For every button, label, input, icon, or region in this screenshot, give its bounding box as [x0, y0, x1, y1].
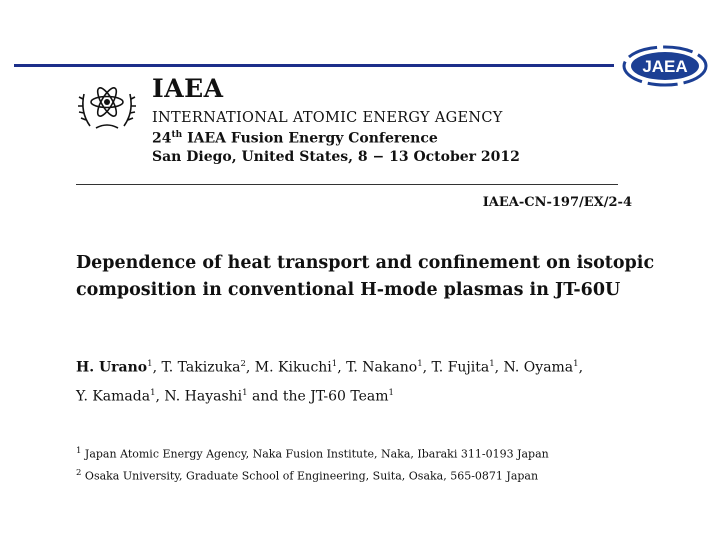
title-line-2: composition in conventional H-mode plasmas in JT-60U [76, 280, 621, 300]
iaea-emblem-icon [76, 76, 138, 134]
affiliation-list [76, 442, 686, 485]
header-rule [14, 64, 614, 67]
author-affiliation-mark: 1 [417, 359, 423, 369]
author-separator: , [578, 359, 584, 376]
author-separator: , [494, 359, 504, 376]
author-name: Y. Kamada [76, 388, 151, 405]
author-name: T. Nakano [346, 359, 418, 376]
affiliation-item [76, 464, 686, 486]
conference-ordinal: 24 [152, 130, 172, 147]
paper-id: IAEA-CN-197/EX/2-4 [482, 195, 632, 210]
affiliation-text: Osaka University, Graduate School of Engineering, Suita, Osaka, 565-0871 Japan [84, 469, 539, 483]
author-affiliation-mark: 1 [331, 359, 338, 369]
header-separator [76, 184, 618, 185]
author-affiliation-mark: 1 [388, 387, 394, 398]
author-affiliation-mark: 1 [150, 387, 156, 398]
author-affiliation-mark: 1 [573, 359, 579, 369]
author-name: H. Urano [76, 359, 148, 376]
title-line-1: Dependence of heat transport and confinement on isotopic [76, 253, 655, 273]
org-abbreviation: IAEA [152, 74, 224, 103]
author-name: M. Kikuchi [254, 359, 332, 376]
author-affiliation-mark: 2 [240, 359, 246, 369]
author-name: N. Oyama [503, 359, 574, 376]
author-separator: , [337, 359, 347, 376]
paper-title [76, 250, 676, 304]
affiliation-item [76, 442, 686, 464]
author-name: T. Fujita [431, 359, 490, 376]
author-affiliation-mark: 1 [242, 387, 248, 398]
conference-place-date: San Diego, United States, 8 − 13 October 2012 [152, 149, 520, 165]
jaea-logo-text: JAEA [642, 57, 688, 76]
jaea-logo-icon [622, 44, 708, 88]
affiliation-text: Japan Atomic Energy Agency, Naka Fusion Institute, Naka, Ibaraki 311-0193 Japan [84, 447, 549, 461]
author-separator: and [247, 388, 283, 405]
affiliation-number: 1 [76, 446, 82, 456]
conference-title: IAEA Fusion Energy Conference [187, 130, 438, 147]
author-affiliation-mark: 1 [147, 359, 153, 369]
author-separator: , [245, 359, 255, 376]
conference-name [152, 130, 438, 147]
author-separator: , [152, 359, 162, 376]
org-full-name: INTERNATIONAL ATOMIC ENERGY AGENCY [152, 110, 503, 126]
conference-ordinal-suffix: th [171, 130, 183, 140]
author-list [76, 352, 676, 409]
author-name: N. Hayashi [164, 388, 243, 405]
author-separator: , [155, 388, 165, 405]
author-name: the JT-60 Team [282, 388, 389, 405]
author-separator: , [422, 359, 432, 376]
author-name: T. Takizuka [161, 359, 241, 376]
author-affiliation-mark: 1 [489, 359, 495, 369]
affiliation-number: 2 [76, 467, 82, 478]
